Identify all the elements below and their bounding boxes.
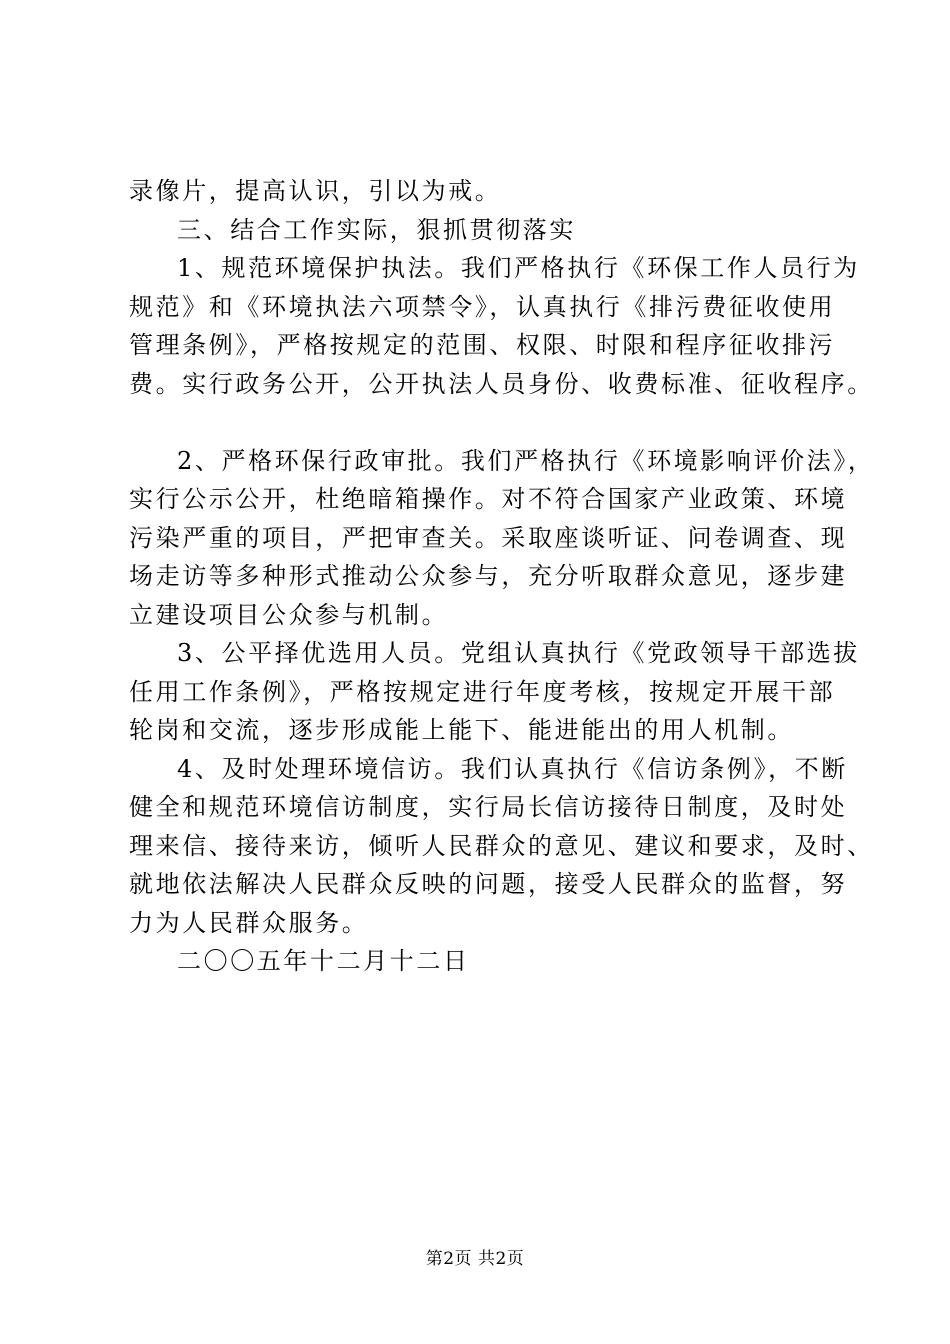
- text-line: 录像片，提高认识，引以为戒。: [129, 177, 502, 205]
- paragraph-2-line: 立建设项目公众参与机制。: [129, 600, 449, 629]
- paragraph-4-line: 4、及时处理环境信访。我们认真执行《信访条例》，不断: [177, 754, 848, 783]
- paragraph-4-line: 健全和规范环境信访制度，实行局长信访接待日制度，及时处: [129, 793, 848, 821]
- paragraph-2-line: 场走访等多种形式推动公众参与，充分听取群众意见，逐步建: [129, 562, 848, 590]
- paragraph-1-line: 费。实行政务公开，公开执法人员身份、收费标准、征收程序。: [129, 369, 874, 398]
- paragraph-3-line: 3、公平择优选用人员。党组认真执行《党政领导干部选拔: [177, 639, 860, 667]
- section-heading: 三、结合工作实际，狠抓贯彻落实: [177, 215, 576, 244]
- document-body: [129, 172, 875, 981]
- paragraph-4-line: 就地依法解决人民群众反映的问题，接受人民群众的监督，努: [129, 870, 848, 898]
- paragraph-1-line: 管理条例》，严格按规定的范围、权限、时限和程序征收排污: [129, 331, 836, 359]
- paragraph-4-line: 理来信、接待来访，倾听人民群众的意见、建议和要求，及时、: [129, 831, 874, 860]
- blank-line: [129, 403, 859, 442]
- paragraph-4-line: 力为人民群众服务。: [129, 908, 369, 937]
- paragraph-2-line: 实行公示公开，杜绝暗箱操作。对不符合国家产业政策、环境: [129, 485, 848, 513]
- paragraph-1-line: 1、规范环境保护执法。我们严格执行《环保工作人员行为: [177, 254, 860, 282]
- paragraph-3-line: 任用工作条例》，严格按规定进行年度考核，按规定开展干部: [129, 677, 836, 706]
- page-number-footer: 第2页 共2页: [425, 1249, 525, 1269]
- paragraph-2-line: 2、严格环保行政审批。我们严格执行《环境影响评价法》，: [177, 446, 875, 475]
- paragraph-3-line: 轮岗和交流，逐步形成能上能下、能进能出的用人机制。: [129, 716, 794, 744]
- document-date: 二〇〇五年十二月十二日: [177, 947, 470, 975]
- paragraph-2-line: 污染严重的项目，严把审查关。采取座谈听证、问卷调查、现: [129, 523, 848, 552]
- paragraph-1-line: 规范》和《环境执法六项禁令》，认真执行《排污费征收使用: [129, 292, 836, 321]
